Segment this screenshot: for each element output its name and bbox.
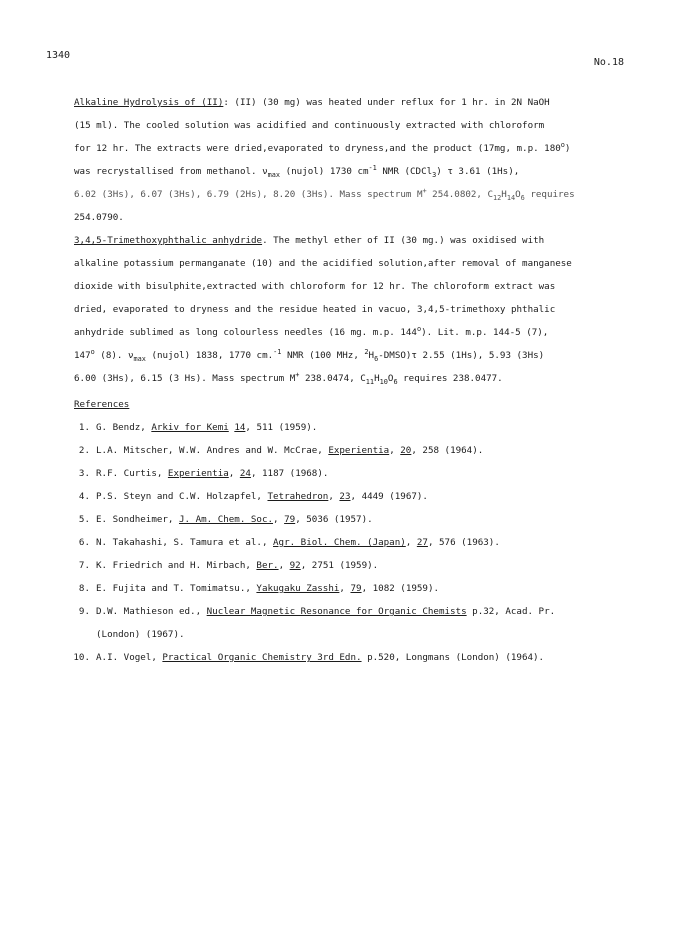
reference-item [74, 600, 634, 623]
reference-authors: A.I. Vogel, [96, 652, 163, 663]
text-span: 147 [74, 350, 91, 361]
text-span: , [328, 491, 340, 502]
reference-pages: , 258 (1964). [411, 445, 484, 456]
reference-pages: , 1187 (1968). [250, 468, 329, 479]
text-span: NMR (CDCl [376, 166, 433, 177]
text-line [74, 367, 634, 390]
reference-authors: P.S. Steyn and C.W. Holzapfel, [96, 491, 268, 502]
text-span: ) τ 3.61 (1Hs), [436, 166, 520, 177]
reference-authors: D.W. Mathieson ed., [96, 606, 207, 617]
text-span: H [374, 373, 380, 384]
reference-journal: Nuclear Magnetic Resonance for Organic Chemists [206, 606, 467, 617]
subscript: 12 [493, 194, 502, 203]
text-span: requires [524, 189, 575, 200]
reference-authors: L.A. Mitscher, W.W. Andres and W. McCrae, [96, 445, 329, 456]
text-span: (nujol) 1730 cm [280, 166, 369, 177]
reference-volume: 14 [234, 422, 246, 433]
reference-volume: 79 [350, 583, 362, 594]
reference-number: 4. [78, 491, 90, 502]
hydrolysis-paragraph [74, 91, 634, 229]
reference-item-continuation [74, 623, 634, 646]
subscript: 3 [432, 171, 437, 180]
text-span: . The methyl ether of II (30 mg.) was oxidised with [262, 235, 545, 246]
superscript: -1 [368, 164, 377, 173]
text-line [74, 91, 634, 114]
reference-volume: 23 [339, 491, 351, 502]
text-span: , [389, 445, 401, 456]
text-span: , [405, 537, 417, 548]
reference-pages: , 576 (1963). [427, 537, 500, 548]
reference-pages: , 1082 (1959). [361, 583, 440, 594]
reference-journal: Practical Organic Chemistry 3rd Edn. [162, 652, 362, 663]
text-line [74, 206, 634, 229]
reference-journal: Experientia [328, 445, 390, 456]
text-span: H [501, 189, 507, 200]
text-span: requires 238.0477. [397, 373, 503, 384]
superscript: 2 [364, 348, 369, 357]
text-span: dried, evaporated to dryness and the residue heated in vacuo, 3,4,5-trimethoxy phthalic [74, 304, 556, 315]
text-span: (nujol) 1838, 1770 cm. [145, 350, 274, 361]
reference-volume: 92 [289, 560, 301, 571]
text-span: , [228, 468, 240, 479]
subscript: 11 [365, 378, 375, 387]
page-number: 1340 [46, 50, 71, 61]
reference-number: 3. [78, 468, 90, 479]
reference-item [74, 439, 634, 462]
text-span: 254.0790. [74, 212, 124, 223]
text-span: -DMSO)τ 2.55 (1Hs), 5.93 (3Hs) [378, 350, 545, 361]
reference-item [74, 577, 634, 600]
text-span: 6.00 (3Hs), 6.15 (3 Hs). Mass spectrum M [74, 373, 296, 384]
reference-number: 5. [78, 514, 90, 525]
reference-item [74, 531, 634, 554]
text-span: O [515, 189, 521, 200]
text-line [74, 160, 634, 183]
text-span: was recrystallised from methanol. ν [74, 166, 268, 177]
text-line [74, 321, 634, 344]
text-span: , [273, 514, 285, 525]
superscript: + [295, 371, 300, 380]
reference-item [74, 508, 634, 531]
superscript: o [90, 348, 95, 357]
reference-authors: E. Sondheimer, [96, 514, 179, 525]
reference-authors: K. Friedrich and H. Mirbach, [96, 560, 257, 571]
reference-number: 8. [78, 583, 90, 594]
text-span: , [278, 560, 290, 571]
reference-item [74, 554, 634, 577]
reference-item [74, 416, 634, 439]
reference-authors: R.F. Curtis, [96, 468, 168, 479]
text-span: (8). ν [94, 350, 134, 361]
reference-number: 6. [78, 537, 90, 548]
subscript: max [267, 171, 281, 180]
text-span: dioxide with bisulphite,extracted with chloroform for 12 hr. The chloroform extract was [74, 281, 556, 292]
references-heading: References [74, 399, 130, 410]
reference-volume: 20 [400, 445, 412, 456]
reference-authors: N. Takahashi, S. Tamura et al., [96, 537, 274, 548]
reference-number: 7. [78, 560, 90, 571]
subscript: 6 [374, 355, 379, 364]
reference-continuation: (London) (1967). [96, 629, 185, 640]
text-span: NMR (100 MHz, [281, 350, 365, 361]
superscript: -1 [273, 348, 282, 357]
subscript: 14 [506, 194, 516, 203]
reference-number: 10. [73, 652, 90, 663]
text-span: H [368, 350, 375, 361]
references-section [74, 393, 634, 669]
subscript: max [133, 355, 146, 364]
subscript: 10 [379, 378, 388, 387]
anhydride-paragraph [74, 229, 634, 390]
text-span: (15 ml). The cooled solution was acidified and continuously extracted with chloroform [74, 120, 545, 131]
text-span: 6.02 (3Hs), 6.07 (3Hs), 6.79 (2Hs), 8.20 (3Hs). Mass spectrum M [74, 189, 423, 200]
reference-journal: J. Am. Chem. Soc. [178, 514, 274, 525]
reference-item [74, 646, 634, 669]
reference-pages: , 4449 (1967). [350, 491, 428, 502]
reference-number: 9. [78, 606, 90, 617]
text-span: for 12 hr. The extracts were dried,evaporated to dryness,and the product (17mg, m.p. 180 [74, 143, 561, 154]
reference-pages: , 5036 (1957). [295, 514, 373, 525]
superscript: + [422, 187, 427, 196]
section-heading: 3,4,5-Trimethoxyphthalic anhydride [74, 235, 263, 246]
reference-number: 1. [78, 422, 90, 433]
reference-authors: E. Fujita and T. Tomimatsu., [96, 583, 257, 594]
reference-number: 2. [78, 445, 90, 456]
reference-journal: Agr. Biol. Chem. (Japan) [273, 537, 406, 548]
text-line [74, 298, 634, 321]
text-span: ) [564, 143, 571, 154]
reference-journal: Experientia [167, 468, 229, 479]
reference-authors: G. Bendz, [96, 422, 152, 433]
text-line [74, 137, 634, 160]
reference-pages: p.32, Acad. Pr. [466, 606, 556, 617]
text-line [74, 114, 634, 137]
reference-volume: 27 [416, 537, 428, 548]
superscript: o [560, 141, 565, 150]
text-span: 238.0474, C [299, 373, 366, 384]
reference-item [74, 462, 634, 485]
reference-volume: 79 [284, 514, 296, 525]
text-line [74, 229, 634, 252]
text-span: 254.0802, C [426, 189, 494, 200]
text-span: O [387, 373, 394, 384]
reference-pages: , 2751 (1959). [300, 560, 379, 571]
text-line [74, 275, 634, 298]
text-line [74, 252, 634, 275]
reference-journal: Tetrahedron [267, 491, 329, 502]
subscript: 6 [520, 194, 525, 203]
reference-pages: , 511 (1959). [245, 422, 318, 433]
text-span: alkaline potassium permanganate (10) and the acidified solution,after removal of manganese [74, 258, 572, 269]
text-line [74, 183, 634, 206]
reference-journal: Ber. [256, 560, 279, 571]
reference-item [74, 485, 634, 508]
issue-number: No.18 [593, 57, 624, 68]
subscript: 6 [393, 378, 398, 387]
reference-journal: Arkiv for Kemi [151, 422, 229, 433]
text-span: , [339, 583, 351, 594]
superscript: o [416, 325, 422, 334]
text-span: ). Lit. m.p. 144-5 (7), [421, 327, 549, 338]
section-heading: Alkaline Hydrolysis of (II) [74, 97, 224, 108]
reference-list [74, 416, 634, 669]
text-span: anhydride sublimed as long colourless needles (16 mg. m.p. 144 [74, 327, 417, 338]
reference-pages: p.520, Longmans (London) (1964). [361, 652, 545, 663]
reference-volume: 24 [239, 468, 251, 479]
text-line [74, 344, 634, 367]
text-span: : (II) (30 mg) was heated under reflux for 1 hr. in 2N NaOH [223, 97, 550, 108]
reference-journal: Yakugaku Zasshi [256, 583, 340, 594]
